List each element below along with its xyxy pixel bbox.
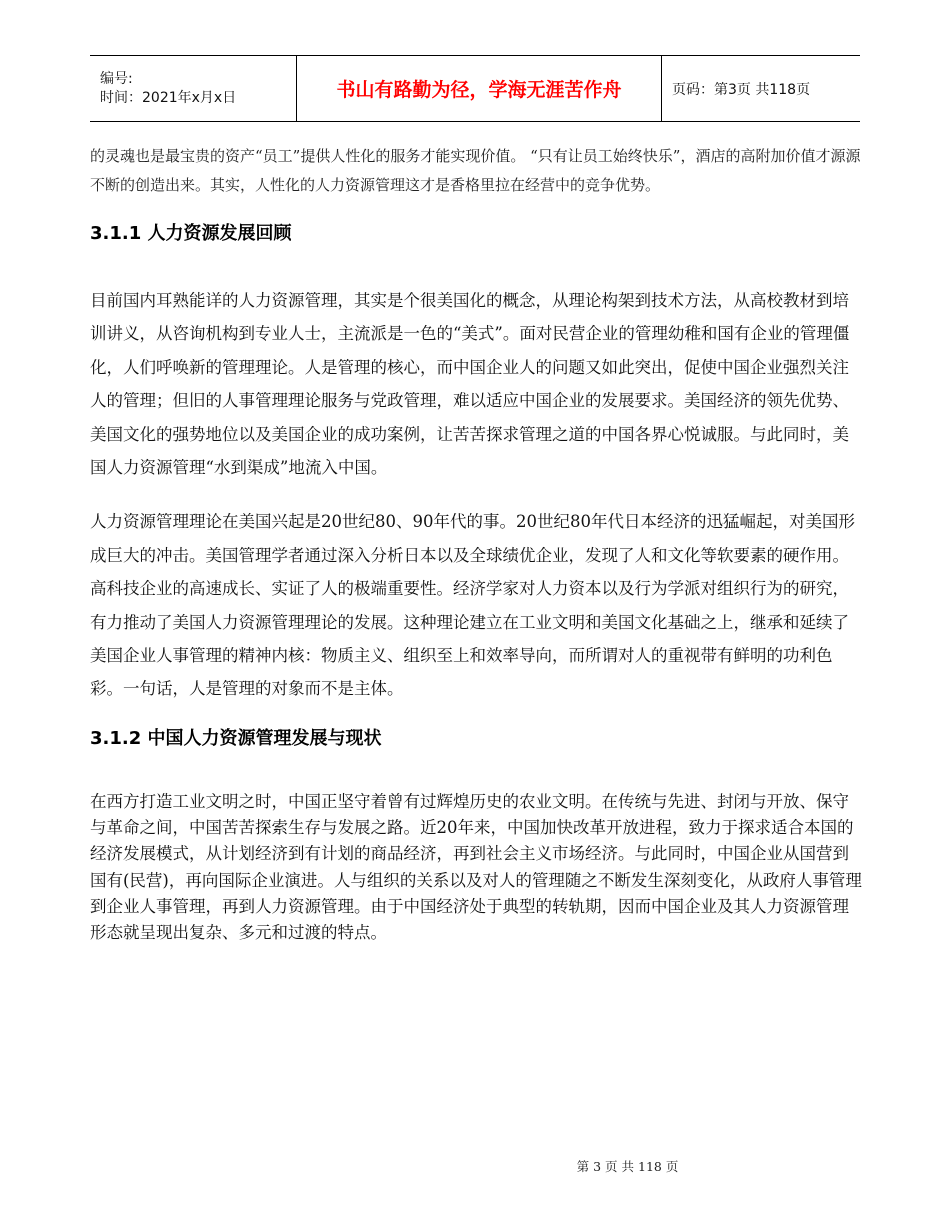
body-paragraph: 在西方打造工业文明之时，中国正坚守着曾有过辉煌历史的农业文明。在传统与先进、封闭与开放、保守与革命之间，中国苦苦探索生存与发展之路。近20年来，中国加快改革开放进程，致力于探求适合本国的经济发展模式，从计划经济到有计划的商品经济，再到社会主义市场经济。与此同时，中国企业从国营到国有(民营)，再向国际企业演进。人与组织的关系以及对人的管理随之不断发生深刻变化，从政府人事管理到企业人事管理，再到人力资源管理。由于中国经济处于典型的转轨期，因而中国企业及其人力资源管理形态就呈现出复杂、多元和过渡的特点。 bbox=[90, 791, 862, 943]
body-paragraph: 目前国内耳熟能详的人力资源管理，其实是个很美国化的概念，从理论构架到技术方法，从高校教材到培训讲义，从咨询机构到专业人士，主流派是一色的“美式”。面对民营企业的管理幼稚和国有企业的管理僵化，人们呼唤新的管理理论。人是管理的核心，而中国企业人的问题又如此突出，促使中国企业强烈关注人的管理；但旧的人事管理理论服务与党政管理，难以适应中国企业的发展要求。美国经济的领先优势、美国文化的强势地位以及美国企业的成功案例，让苦苦探求管理之道的中国各界心悦诚服。与此同时，美国人力资源管理“水到渠成”地流入中国。 bbox=[90, 291, 850, 478]
footer-page-number: 第 3 页 共 118 页 bbox=[576, 1159, 679, 1174]
header-page-info: 页码：第3页 共118页 bbox=[662, 56, 861, 122]
page-footer bbox=[0, 1157, 950, 1175]
body-paragraph: 人力资源管理理论在美国兴起是20世纪80、90年代的事。20世纪80年代日本经济的迅猛崛起，对美国形成巨大的冲击。美国管理学者通过深入分析日本以及全球绩优企业，发现了人和文化等软要素的硬作用。高科技企业的高速成长、实证了人的极端重要性。经济学家对人力资本以及行为学派对组织行为的研究，有力推动了美国人力资源管理理论的发展。这种理论建立在工业文明和美国文化基础之上，继承和延续了美国企业人事管理的精神内核：物质主义、组织至上和效率导向，而所谓对人的重视带有鲜明的功利色彩。一句话，人是管理的对象而不是主体。 bbox=[90, 512, 855, 699]
document-header bbox=[90, 55, 860, 122]
number-label: 编号: bbox=[100, 70, 133, 87]
section-heading-3-1-2: 3.1.2 中国人力资源管理发展与现状 bbox=[90, 727, 382, 749]
header-motto: 书山有路勤为径，学海无涯苦作舟 bbox=[297, 56, 662, 122]
lead-paragraph: 的灵魂也是最宝贵的资产“员工”提供人性化的服务才能实现价值。 “只有让员工始终快乐”，酒店的高附加价值才源源不断的创造出来。其实，人性化的人力资源管理这才是香格里拉在经营中的竞争优势。 bbox=[90, 147, 861, 194]
header-meta bbox=[90, 56, 297, 122]
page-content bbox=[90, 142, 865, 947]
section-heading-3-1-1: 3.1.1 人力资源发展回顾 bbox=[90, 223, 292, 244]
time-label: 时间：2021年x月x日 bbox=[100, 89, 237, 106]
